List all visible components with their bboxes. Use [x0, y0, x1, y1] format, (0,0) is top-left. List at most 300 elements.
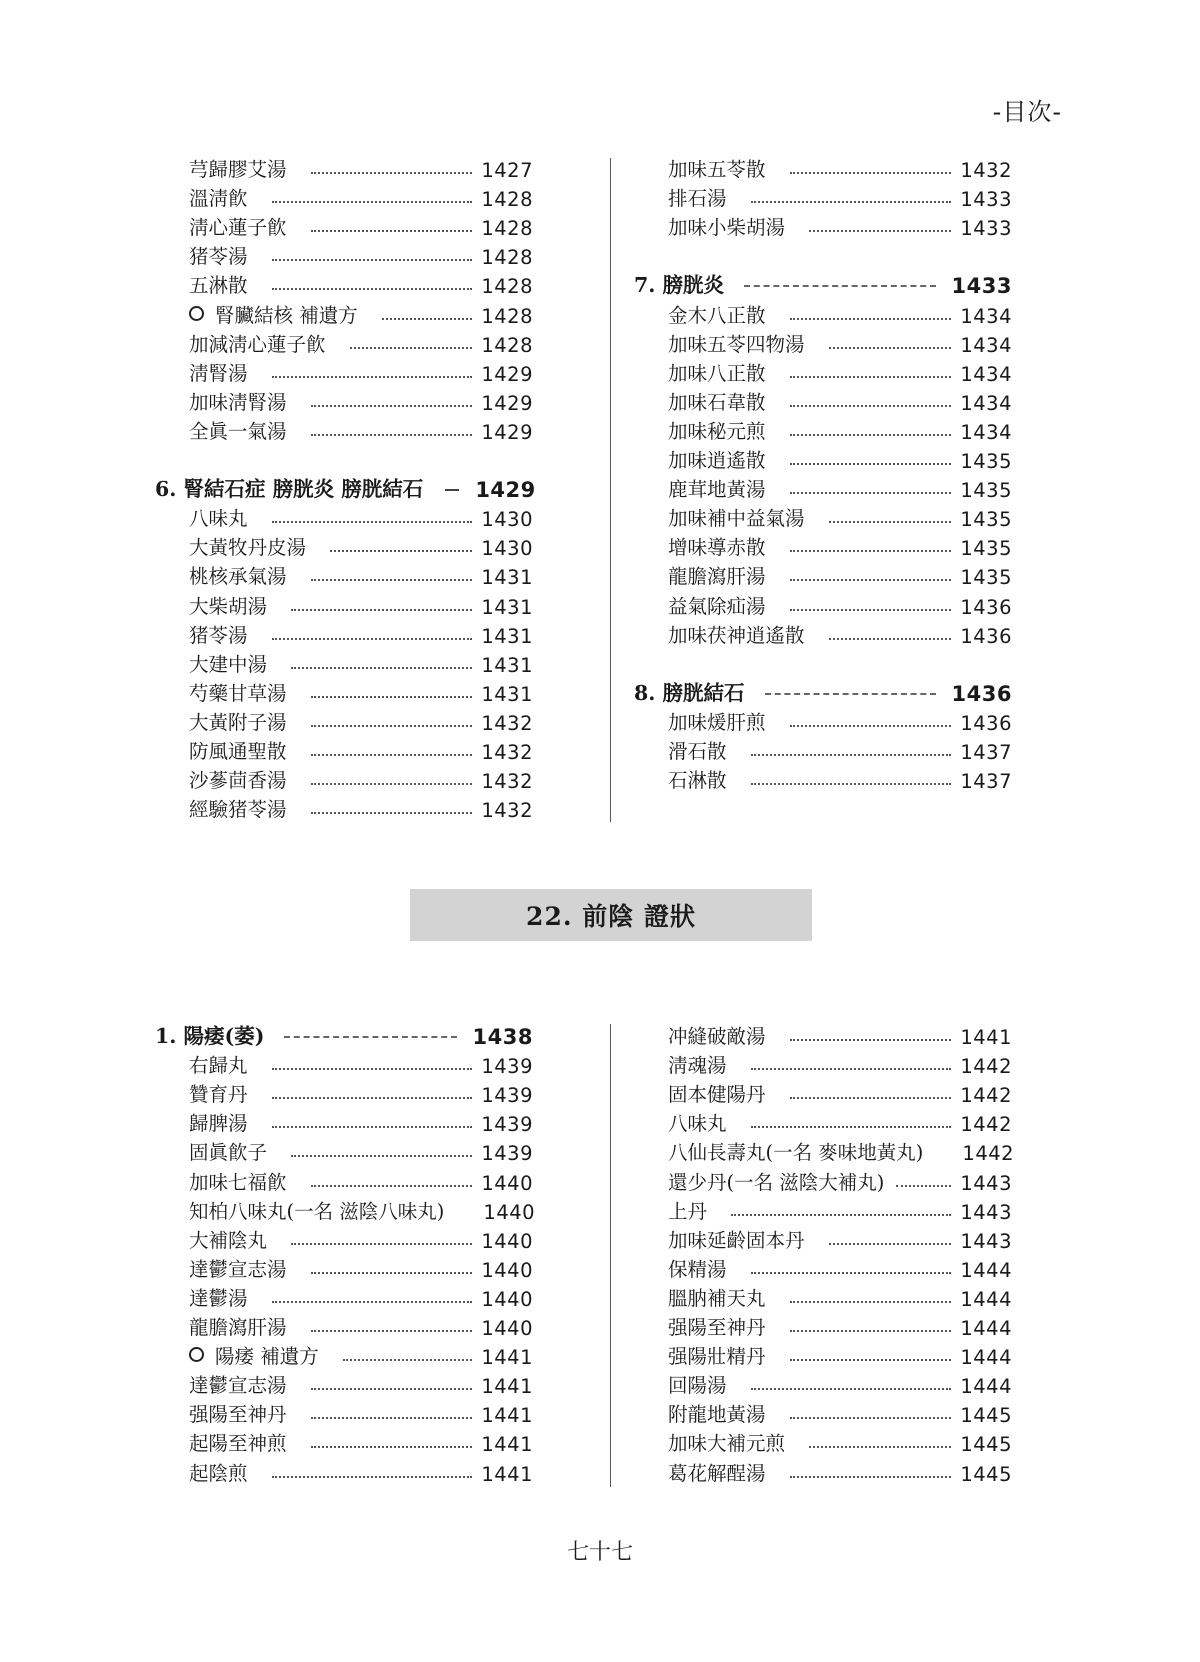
toc-entry	[155, 735, 533, 764]
toc-entry	[634, 502, 1012, 531]
toc-page-number: 1434	[960, 391, 1012, 415]
toc-entry-label: 猪苓湯	[189, 623, 248, 647]
toc-entry	[634, 357, 1012, 386]
column-divider	[610, 158, 611, 822]
toc-page-number: 1439	[481, 1055, 533, 1079]
dot-leader	[829, 347, 952, 349]
dot-leader	[311, 172, 473, 174]
dot-leader	[311, 696, 473, 698]
dot-leader	[790, 318, 952, 320]
toc-column-upper-left	[155, 153, 536, 823]
toc-page-number: 1436	[960, 624, 1012, 648]
dot-leader	[272, 638, 473, 640]
dot-leader	[790, 609, 952, 611]
toc-entry	[634, 153, 1012, 182]
toc-entry	[634, 589, 1012, 618]
toc-page-number: 1431	[481, 682, 533, 706]
toc-page-number: 1444	[960, 1258, 1012, 1282]
toc-page-number: 1432	[481, 740, 533, 764]
toc-entry-label: 八味丸	[189, 507, 248, 531]
dot-leader	[272, 376, 473, 378]
toc-page-number: 1437	[960, 740, 1012, 764]
toc-entry	[155, 240, 533, 269]
toc-entry	[155, 1136, 533, 1165]
dot-leader	[790, 1039, 952, 1041]
dot-leader	[790, 405, 952, 407]
toc-entry-label: 附龍地黃湯	[668, 1403, 766, 1427]
toc-entry-label: 强陽至神丹	[668, 1316, 766, 1340]
dot-leader	[790, 1359, 952, 1361]
toc-page-number: 1436	[960, 595, 1012, 619]
toc-entry-label: 金木八正散	[668, 303, 766, 327]
toc-page-number: 1445	[960, 1433, 1012, 1457]
toc-entry-label: 膃肭補天丸	[668, 1286, 766, 1310]
dot-leader	[790, 579, 952, 581]
circle-bullet-icon	[189, 1347, 204, 1362]
toc-entry	[634, 298, 1012, 327]
toc-page-number: 1428	[481, 188, 533, 212]
toc-page-number: 1438	[472, 1025, 533, 1050]
toc-entry-label: 加味大補元煎	[668, 1432, 786, 1456]
toc-entry	[155, 706, 533, 735]
toc-page-number: 1433	[960, 217, 1012, 241]
toc-page-number: 1435	[960, 566, 1012, 590]
toc-entry	[634, 386, 1012, 415]
dot-leader	[790, 1476, 952, 1478]
toc-entry-label: 加味五苓散	[668, 158, 766, 182]
toc-entry	[155, 1078, 533, 1107]
toc-page-number: 1429	[481, 362, 533, 386]
dot-leader	[751, 1272, 952, 1274]
toc-column-lower-right	[634, 1020, 1015, 1486]
dot-leader	[790, 550, 952, 552]
toc-entry-label: 全眞一氣湯	[189, 419, 287, 443]
toc-page-number: 1440	[481, 1287, 533, 1311]
toc-page-number: 1435	[960, 450, 1012, 474]
toc-entry	[155, 560, 533, 589]
toc-entry	[155, 328, 533, 357]
toc-entry-label: 陽痿 補遺方	[189, 1341, 319, 1369]
toc-entry	[634, 1165, 1012, 1194]
toc-page-number: 1435	[960, 508, 1012, 532]
toc-entry-label: 石淋散	[668, 769, 727, 793]
toc-entry	[155, 1282, 533, 1311]
toc-page-number: 1434	[960, 333, 1012, 357]
dot-leader	[311, 230, 473, 232]
dot-leader	[272, 1301, 473, 1303]
toc-page-number: 1444	[960, 1346, 1012, 1370]
dot-leader	[284, 1036, 456, 1038]
toc-entry	[155, 1195, 536, 1224]
dot-leader	[311, 1185, 473, 1187]
page-number: 七十七	[566, 1540, 633, 1565]
toc-page-number: 1433	[951, 274, 1012, 299]
dot-leader	[272, 1476, 473, 1478]
toc-entry-label: 起陰煎	[189, 1461, 248, 1485]
toc-entry-label: 猪苓湯	[189, 245, 248, 269]
toc-page-number: 1431	[481, 595, 533, 619]
toc-page-number: 1442	[962, 1142, 1015, 1166]
toc-spacer	[634, 240, 1012, 269]
toc-page-number: 1435	[960, 479, 1012, 503]
toc-page-number: 1432	[960, 159, 1012, 183]
dot-leader	[343, 1359, 473, 1361]
toc-section-heading	[155, 473, 536, 503]
toc-entry-label: 右歸丸	[189, 1054, 248, 1078]
running-header: -目次-	[992, 98, 1062, 126]
toc-entry-label: 贊育丹	[189, 1083, 248, 1107]
dot-leader	[382, 318, 473, 320]
toc-entry	[155, 648, 533, 677]
dot-leader	[291, 1155, 472, 1157]
toc-entry	[155, 182, 533, 211]
toc-entry	[634, 473, 1012, 502]
toc-page-number: 1435	[960, 537, 1012, 561]
toc-entry-label: 五淋散	[189, 274, 248, 298]
toc-page-number: 1429	[475, 478, 536, 503]
toc-entry	[155, 793, 533, 822]
toc-entry-label: 溫淸飮	[189, 187, 248, 211]
toc-entry	[634, 1427, 1012, 1456]
toc-page-number: 1441	[960, 1026, 1012, 1050]
dot-leader	[829, 1243, 952, 1245]
toc-page-number: 1440	[483, 1200, 536, 1224]
dot-leader	[896, 1185, 951, 1187]
toc-page-number: 1439	[481, 1142, 533, 1166]
toc-entry-label: 防風通聖散	[189, 739, 287, 763]
toc-column-upper-right	[634, 153, 1012, 793]
toc-entry	[155, 589, 533, 618]
toc-section-heading	[634, 677, 1012, 706]
dot-leader	[809, 230, 951, 232]
toc-entry	[634, 1107, 1012, 1136]
toc-entry	[155, 1165, 533, 1194]
toc-page-number: 1436	[960, 711, 1012, 735]
toc-page-number: 1440	[481, 1171, 533, 1195]
toc-page-number: 1441	[481, 1375, 533, 1399]
toc-entry	[634, 706, 1012, 735]
toc-entry-label: 大黃附子湯	[189, 710, 287, 734]
dot-leader	[311, 1446, 473, 1448]
toc-entry	[155, 269, 533, 298]
toc-page-number: 1431	[481, 624, 533, 648]
toc-entry	[634, 560, 1012, 589]
toc-entry-label: 加味七福飮	[189, 1170, 287, 1194]
toc-entry-label: 達鬱湯	[189, 1286, 248, 1310]
toc-page-number: 1428	[481, 217, 533, 241]
toc-page-number: 1443	[960, 1171, 1012, 1195]
toc-entry-label: 芎歸膠艾湯	[189, 158, 287, 182]
toc-entry-label: 加味茯神逍遙散	[668, 623, 805, 647]
toc-page-number: 1429	[481, 391, 533, 415]
toc-entry-label: 1. 陽痿(萎)	[155, 1024, 265, 1049]
section-banner: 22. 前陰 證狀	[410, 889, 812, 941]
dot-leader	[751, 783, 952, 785]
dot-leader	[790, 463, 952, 465]
dot-leader	[311, 405, 473, 407]
toc-entry	[155, 211, 533, 240]
toc-entry	[634, 1253, 1012, 1282]
toc-page-number: 1432	[481, 770, 533, 794]
toc-page-number: 1440	[481, 1229, 533, 1253]
toc-page-number: 1441	[481, 1346, 533, 1370]
toc-entry	[634, 1282, 1012, 1311]
dot-leader	[350, 347, 473, 349]
dot-leader	[809, 1446, 951, 1448]
toc-entry-label: 大黃牧丹皮湯	[189, 536, 307, 560]
toc-entry-label: 强陽至神丹	[189, 1403, 287, 1427]
toc-entry-label: 加味淸腎湯	[189, 390, 287, 414]
toc-page-number: 1431	[481, 653, 533, 677]
toc-page-number: 1428	[481, 275, 533, 299]
toc-entry	[155, 502, 533, 531]
toc-entry-label: 保精湯	[668, 1257, 727, 1281]
dot-leader	[731, 1214, 951, 1216]
dot-leader	[751, 1388, 952, 1390]
toc-entry	[634, 444, 1012, 473]
dot-leader	[790, 172, 952, 174]
toc-entry-label: 芍藥甘草湯	[189, 681, 287, 705]
toc-entry	[155, 1311, 533, 1340]
dot-leader	[311, 1272, 473, 1274]
dot-leader	[311, 812, 473, 814]
dot-leader	[790, 725, 952, 727]
toc-entry	[155, 1340, 533, 1369]
toc-entry-label: 歸脾湯	[189, 1112, 248, 1136]
dot-leader	[790, 434, 952, 436]
toc-entry-label: 還少丹(一名 滋陰大補丸)	[668, 1170, 885, 1194]
toc-entry	[155, 677, 533, 706]
toc-page-number: 1444	[960, 1287, 1012, 1311]
toc-entry	[155, 1369, 533, 1398]
toc-entry-label: 淸魂湯	[668, 1054, 727, 1078]
toc-entry-label: 加減淸心蓮子飮	[189, 332, 326, 356]
toc-entry	[155, 619, 533, 648]
toc-entry	[155, 1427, 533, 1456]
dot-leader	[311, 1388, 473, 1390]
toc-entry	[155, 1456, 533, 1485]
toc-section-heading	[155, 1020, 533, 1049]
toc-entry	[634, 415, 1012, 444]
toc-page-number: 1445	[960, 1462, 1012, 1486]
dot-leader	[790, 1417, 952, 1419]
toc-entry	[155, 531, 533, 560]
toc-entry	[155, 1107, 533, 1136]
toc-entry-label: 龍膽瀉肝湯	[189, 1316, 287, 1340]
toc-entry-label: 加味五苓四物湯	[668, 332, 805, 356]
toc-page-number: 1433	[960, 188, 1012, 212]
dot-leader	[291, 1243, 472, 1245]
toc-entry-label: 大建中湯	[189, 652, 268, 676]
toc-page-number: 1428	[481, 246, 533, 270]
toc-entry-label: 加味補中益氣湯	[668, 507, 805, 531]
toc-entry	[634, 1369, 1012, 1398]
toc-entry	[634, 764, 1012, 793]
toc-entry-label: 固眞飮子	[189, 1141, 268, 1165]
toc-entry-label: 加味秘元煎	[668, 419, 766, 443]
dot-leader	[272, 201, 473, 203]
toc-entry	[634, 1456, 1012, 1485]
toc-entry-label: 8. 膀胱結石	[634, 680, 745, 705]
dot-leader	[291, 667, 472, 669]
dot-leader	[311, 434, 473, 436]
dot-leader	[311, 783, 473, 785]
toc-entry-label: 龍膽瀉肝湯	[668, 565, 766, 589]
toc-entry-label: 7. 膀胱炎	[634, 273, 725, 298]
toc-entry	[634, 1340, 1012, 1369]
toc-entry	[634, 531, 1012, 560]
dot-leader	[272, 1068, 473, 1070]
toc-entry-label: 鹿茸地黃湯	[668, 478, 766, 502]
toc-page-number: 1442	[960, 1084, 1012, 1108]
toc-page-number: 1432	[481, 711, 533, 735]
toc-entry-label: 加味小柴胡湯	[668, 216, 786, 240]
toc-entry	[155, 1253, 533, 1282]
toc-entry	[634, 735, 1012, 764]
toc-page-number: 1441	[481, 1404, 533, 1428]
toc-entry	[155, 1049, 533, 1078]
toc-entry	[634, 1224, 1012, 1253]
toc-entry	[155, 1398, 533, 1427]
toc-page-number: 1443	[960, 1200, 1012, 1224]
toc-entry-label: 加味八正散	[668, 361, 766, 385]
toc-page-number: 1428	[481, 333, 533, 357]
toc-entry	[155, 153, 533, 182]
toc-entry-label: 淸腎湯	[189, 361, 248, 385]
toc-entry	[155, 764, 533, 793]
toc-entry-label: 葛花解酲湯	[668, 1461, 766, 1485]
toc-page-number: 1427	[481, 159, 533, 183]
toc-page-number: 1434	[960, 420, 1012, 444]
dot-leader	[272, 288, 473, 290]
toc-entry-label: 沙蔘茴香湯	[189, 769, 287, 793]
toc-page-number: 1445	[960, 1404, 1012, 1428]
dot-leader	[311, 1330, 473, 1332]
toc-entry	[634, 1195, 1012, 1224]
toc-page-number: 1430	[481, 537, 533, 561]
toc-page-number: 1442	[960, 1055, 1012, 1079]
toc-page-number: 1443	[960, 1229, 1012, 1253]
toc-entry	[634, 1136, 1015, 1166]
toc-entry-label: 淸心蓮子飮	[189, 216, 287, 240]
toc-entry	[634, 328, 1012, 357]
toc-entry	[155, 298, 533, 327]
dot-leader	[751, 1068, 952, 1070]
dot-leader	[445, 489, 459, 491]
toc-page-number: 1440	[481, 1258, 533, 1282]
dot-leader	[272, 259, 473, 261]
toc-page-number: 1434	[960, 362, 1012, 386]
toc-entry	[634, 1078, 1012, 1107]
dot-leader	[311, 754, 473, 756]
dot-leader	[790, 376, 952, 378]
toc-entry-label: 益氣除疝湯	[668, 594, 766, 618]
toc-entry-label: 6. 腎結石症 膀胱炎 膀胱結石	[155, 477, 424, 502]
toc-entry-label: 八味丸	[668, 1112, 727, 1136]
toc-entry-label: 達鬱宣志湯	[189, 1374, 287, 1398]
toc-entry-label: 知柏八味丸(一名 滋陰八味丸)	[189, 1199, 445, 1223]
toc-spacer	[155, 444, 533, 473]
dot-leader	[744, 285, 936, 287]
dot-leader	[829, 638, 952, 640]
dot-leader	[751, 1126, 952, 1128]
circle-bullet-icon	[189, 306, 204, 321]
toc-entry-label: 加味石韋散	[668, 390, 766, 414]
toc-page-number: 1430	[481, 508, 533, 532]
toc-entry-label: 冲縫破敵湯	[668, 1025, 766, 1049]
toc-entry	[634, 619, 1012, 648]
toc-entry-label: 增味導赤散	[668, 536, 766, 560]
toc-entry-label: 上丹	[668, 1199, 708, 1223]
toc-entry	[155, 357, 533, 386]
toc-page-number: 1429	[481, 420, 533, 444]
toc-entry-label: 回陽湯	[668, 1374, 727, 1398]
toc-entry	[634, 182, 1012, 211]
toc-column-lower-left	[155, 1020, 536, 1486]
column-divider	[610, 1024, 611, 1487]
toc-page-number: 1432	[481, 799, 533, 823]
toc-page-number: 1437	[960, 770, 1012, 794]
toc-page-number: 1442	[960, 1113, 1012, 1137]
toc-entry-label: 大補陰丸	[189, 1228, 268, 1252]
toc-entry	[634, 211, 1012, 240]
dot-leader	[751, 754, 952, 756]
dot-leader	[291, 609, 472, 611]
toc-entry-label: 大柴胡湯	[189, 594, 268, 618]
toc-page-number: 1436	[951, 681, 1012, 706]
dot-leader	[790, 1097, 952, 1099]
toc-entry-label: 腎臟結核 補遺方	[189, 300, 358, 328]
toc-page-number: 1434	[960, 304, 1012, 328]
dot-leader	[790, 1330, 952, 1332]
dot-leader	[311, 1417, 473, 1419]
dot-leader	[829, 521, 952, 523]
dot-leader	[272, 1126, 473, 1128]
toc-page-number: 1444	[960, 1375, 1012, 1399]
toc-page-number: 1441	[481, 1462, 533, 1486]
toc-entry-label: 加味逍遙散	[668, 449, 766, 473]
toc-entry	[155, 415, 533, 444]
toc-page-number: 1440	[481, 1317, 533, 1341]
toc-section-heading	[634, 269, 1012, 298]
toc-entry-label: 排石湯	[668, 187, 727, 211]
toc-page-number: 1439	[481, 1113, 533, 1137]
dot-leader	[790, 1301, 952, 1303]
toc-entry	[634, 1049, 1012, 1078]
toc-entry-label: 滑石散	[668, 739, 727, 763]
toc-page-number: 1439	[481, 1084, 533, 1108]
toc-entry-label: 固本健陽丹	[668, 1083, 766, 1107]
dot-leader	[751, 201, 952, 203]
toc-page-number: 1441	[481, 1433, 533, 1457]
toc-entry-label: 八仙長壽丸(一名 麥味地黃丸)	[668, 1141, 924, 1165]
toc-entry-label: 加味延齡固本丹	[668, 1228, 805, 1252]
toc-entry-label: 經驗猪苓湯	[189, 798, 287, 822]
toc-entry-label: 加味煖肝煎	[668, 710, 766, 734]
toc-entry-label: 强陽壯精丹	[668, 1345, 766, 1369]
toc-page-number: 1428	[481, 304, 533, 328]
dot-leader	[272, 521, 473, 523]
toc-entry-label: 桃核承氣湯	[189, 565, 287, 589]
toc-entry	[634, 1398, 1012, 1427]
dot-leader	[790, 492, 952, 494]
dot-leader	[272, 1097, 473, 1099]
toc-spacer	[634, 648, 1012, 677]
dot-leader	[311, 579, 473, 581]
dot-leader	[311, 725, 473, 727]
dot-leader	[765, 693, 936, 695]
toc-page-number: 1444	[960, 1317, 1012, 1341]
